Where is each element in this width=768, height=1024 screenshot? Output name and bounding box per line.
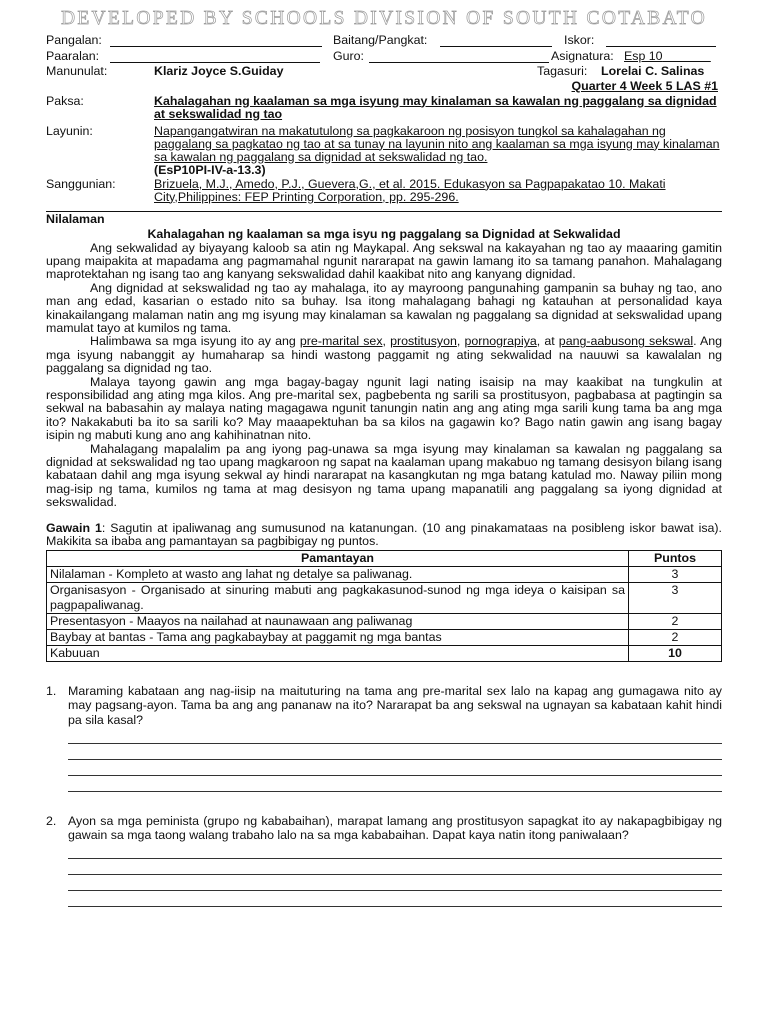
header-row-3 — [46, 64, 722, 80]
paksa-block — [46, 95, 722, 121]
question-text: Ayon sa mga peminista (grupo ng kababaihan), marapat lamang ang prostitusyon sapagkat ito ay nakapagbibigay ng gawain sa mga taong walang trabaho lalo na sa mga kababaihan. Dapat kaya natin itong paniwalaan? — [68, 813, 722, 843]
paaralan-label: Paaralan: — [46, 48, 100, 63]
asignatura-value: Esp 10 — [624, 48, 663, 63]
rubric-total-row — [47, 645, 722, 661]
content-title: Kahalagahan ng kaalaman sa mga isyu ng paggalang sa Dignidad at Sekwalidad — [147, 226, 621, 241]
paragraph-3: Halimbawa sa mga isyung ito ay ang pre-marital sex, prostitusyon, pornograpiya, at pang-aabusong sekswal. Ang mga isyung nabanggit ay humaharap sa hindi wastong paggamit ng ating sekwalidad na nauuwi sa kawalalan ng paggalang sa dignidad ng tao. — [46, 334, 723, 376]
iskor-label: Iskor: — [564, 33, 595, 47]
baitang-field[interactable] — [440, 35, 552, 47]
rubric-points: 3 — [629, 566, 722, 582]
issue-pang-aabuso: pang-aabusong sekswal — [558, 334, 694, 349]
header-row-4 — [46, 80, 722, 93]
question-2 — [46, 814, 722, 843]
pangalan-field[interactable] — [110, 35, 322, 47]
pangalan-label: Pangalan: — [46, 33, 102, 47]
header-row-1 — [46, 33, 722, 49]
paksa-value: Kahalagahan ng kaalaman sa mga isyung may kinalaman sa kawalan ng paggalang sa dignidad at sekswalidad ng tao — [154, 93, 717, 121]
division-banner: DEVELOPED BY SCHOOLS DIVISION OF SOUTH COTABATO — [60, 8, 708, 29]
paragraph-5: Mahalagang mapalalim pa ang iyong pag-unawa sa mga isyung may kinalaman sa kawalan ng paggalang sa dignidad at sekswalidad ng tao upang magkaroon ng sapat na kaalaman upang makabuo ng tamang desisyon bilang isang kabataan dahil ang mga isyung sekwal ay hindi nararapat na kasangkutan ng mga batang katulad mo. Naway piliin mong mag-isip ng tama, kumilos ng tama at mag desisyon ng tama upang mapanatili ang paggalang sa iyong dignidad at sekswalidad. — [46, 441, 722, 510]
rubric-total-points: 10 — [629, 645, 722, 661]
layunin-code: (EsP10PI-IV-a-13.3) — [154, 162, 266, 177]
rubric-header-puntos: Puntos — [629, 550, 722, 566]
paragraph-1: Ang sekwalidad ay biyayang kaloob sa atin ng Maykapal. Ang sekswal na kakayahan ng tao ay maaaring gamitin upang maipakita at mapadama ang pagmamahal ngunit nararapat na gawin lamang ito sa tamang panahon. Mahalagang maprotektahan ng isang tao ang kanyang sekswalidad dahil kaakibat nito ang kanyang dignidad. — [46, 240, 722, 282]
answer-line[interactable] — [68, 891, 722, 907]
question-text: Maraming kabataan ang nag-iisip na maituturing na tama ang pre-marital sex lalo na kapag ang gumagawa nito ay may pagsang-ayon. Tama ba ang ang pananaw na ito? Nararapat ba ang sekswal na ugnayan sa kabataan kahit hindi pa sila kasal? — [68, 683, 722, 727]
manunulat-label: Manunulat: — [46, 64, 108, 78]
layunin-content — [154, 125, 722, 177]
sanggunian-block — [46, 178, 722, 204]
answer-line[interactable] — [68, 843, 722, 859]
question-number: 1. — [46, 683, 57, 698]
sanggunian-label: Sanggunian: — [46, 176, 116, 191]
answer-line[interactable] — [68, 728, 722, 744]
rubric-points: 2 — [629, 629, 722, 645]
rubric-points: 3 — [629, 582, 722, 613]
issue-pornograpiya: pornograpiya — [464, 334, 537, 349]
manunulat-value: Klariz Joyce S.Guiday — [154, 64, 284, 78]
asignatura-label: Asignatura: — [551, 48, 614, 63]
paaralan-field[interactable] — [110, 51, 320, 63]
rubric-criterion: Organisasyon - Organisado at sinuring mabuti ang pagkakasunod-sunod ng mga ideya o kaisipan sa pagpapaliwanag. — [47, 582, 629, 613]
question-1 — [46, 684, 722, 728]
guro-label: Guro: — [333, 48, 364, 63]
nilalaman-label: Nilalaman — [46, 211, 105, 226]
header-row-2 — [46, 49, 722, 65]
paragraph-4: Malaya tayong gawin ang mga bagay-bagay ngunit lagi nating isaisip na may kaakibat na tungkulin at responsibilidad ang ating mga kilos. Ang pre-marital sex, pagbebenta ng sarili sa prostitusyon, pagbabasa at pagtingin sa sekwal na babasahin ay malaya nating magagawa ngunit tanungin natin ang ang ating mga sarili kung tama ba ang mga ito? Nakakabuti ba ito sa sarili ko? May maaapektuhan ba sa kilos na gagawin ko? Bago natin gawin ang isang bagay isipin ng mabuti kung ano ang kahihinatnan nito. — [46, 374, 722, 443]
gawain-label: Gawain 1 — [46, 520, 102, 535]
rubric-table — [46, 550, 722, 662]
iskor-field[interactable] — [606, 35, 716, 47]
layunin-value: Napangangatwiran na makatutulong sa pagkakaroon ng posisyon tungkol sa kahalagahan ng paggalang sa pagkatao ng tao at sa tunay na layunin nito ang kaalaman sa mga isyung may kinalaman sa kawalan ng paggalang sa dignidad at sekswalidad ng tao. — [154, 123, 720, 164]
issue-prostitusyon: prostitusyon — [390, 334, 457, 349]
answer-line[interactable] — [68, 776, 722, 792]
tagasuri-value: Lorelai C. Salinas — [601, 64, 705, 78]
rubric-criterion: Nilalaman - Kompleto at wasto ang lahat ng detalye sa paliwanag. — [47, 566, 629, 582]
layunin-block — [46, 125, 722, 177]
rubric-criterion: Presentasyon - Maayos na nailahad at naunawaan ang paliwanag — [47, 613, 629, 629]
rubric-row — [47, 629, 722, 645]
gawain-instructions: Gawain 1: Sagutin at ipaliwanag ang sumusunod na katanungan. (10 ang pinakamataas na posibleng iskor bawat isa). Makikita sa ibaba ang pamantayan sa pagbibigay ng puntos. — [46, 520, 723, 549]
rubric-row — [47, 566, 722, 582]
answer-line[interactable] — [68, 859, 722, 875]
rubric-total-label: Kabuuan — [47, 645, 629, 661]
tagasuri-label: Tagasuri: — [537, 64, 588, 78]
answer-line[interactable] — [68, 760, 722, 776]
paragraph-2: Ang dignidad at sekswalidad ng tao ay mahalaga, ito ay mayroong pangunahing gampanin sa buhay ng tao, ano man ang edad, kasarian o estado nito sa buhay. Isa itong mahalagang bahagi ng katauhan at personalidad kaya kinakailangang malaman natin ang mg isyung may kinalaman sa kawalan ng paggalang sa dignidad at sekswalidad upang mamulat tayo at kumilos ng tama. — [46, 280, 722, 335]
paksa-label: Paksa: — [46, 93, 84, 108]
learning-activity-sheet — [46, 33, 722, 907]
layunin-label: Layunin: — [46, 123, 93, 138]
quarter-label: Quarter 4 Week 5 LAS #1 — [571, 78, 718, 93]
rubric-header-pamantayan: Pamantayan — [47, 550, 629, 566]
question-number: 2. — [46, 813, 57, 828]
rubric-header-row — [47, 550, 722, 566]
guro-field[interactable] — [369, 51, 549, 63]
answer-line[interactable] — [68, 744, 722, 760]
rubric-row — [47, 582, 722, 613]
baitang-label: Baitang/Pangkat: — [333, 33, 428, 47]
rubric-points: 2 — [629, 613, 722, 629]
answer-line[interactable] — [68, 875, 722, 891]
sanggunian-value: Brizuela, M.J., Amedo, P.J., Guevera,G., et al. 2015. Edukasyon sa Pagpapakatao 10. Makati City,Philippines: FEP Printing Corporation, pp. 295-296. — [154, 176, 666, 204]
rubric-row — [47, 613, 722, 629]
issue-premarital-sex: pre-marital sex — [299, 334, 383, 349]
rubric-criterion: Baybay at bantas - Tama ang pagkabaybay at paggamit ng mga bantas — [47, 629, 629, 645]
